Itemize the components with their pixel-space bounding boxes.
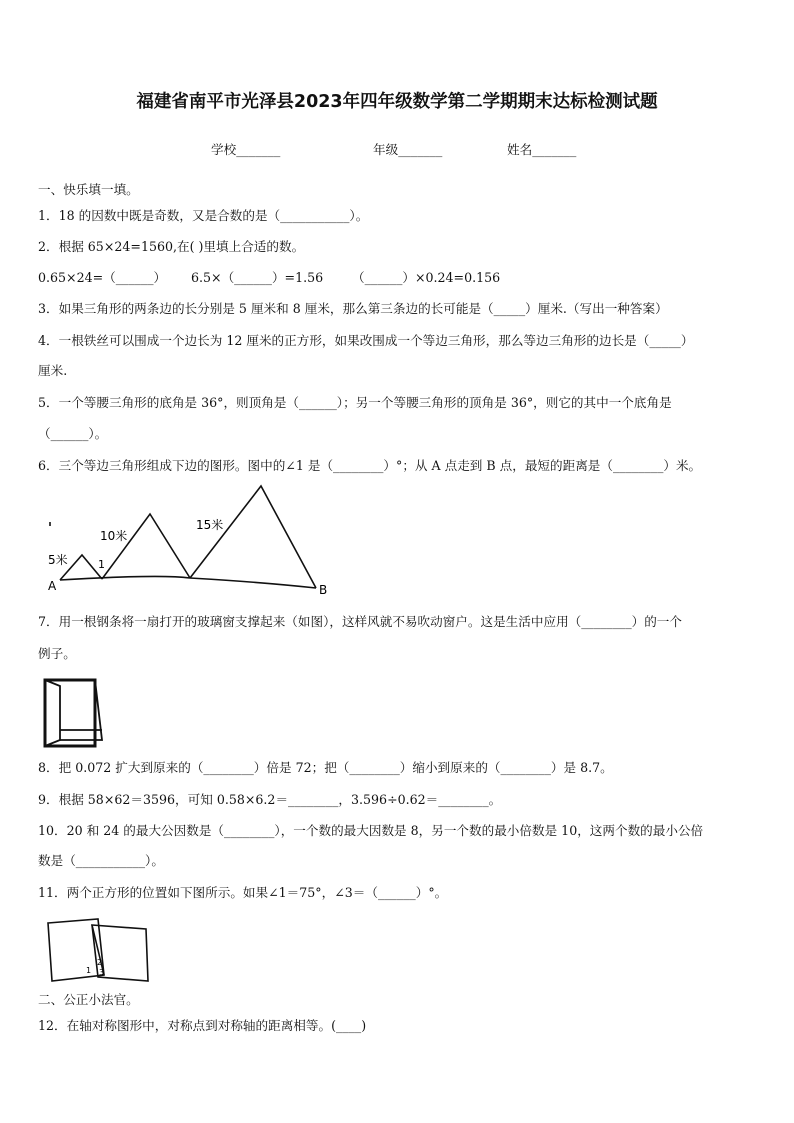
triangles-figure: [40, 482, 340, 597]
label-point-b: B: [319, 583, 328, 597]
question-7-line-2: 例子。: [38, 646, 76, 661]
question-10-line-1: 10．20 和 24 的最大公因数是（________），一个数的最大因数是 8，另一个数的最小倍数是 10，这两个数的最小公倍: [38, 823, 704, 838]
question-5-line-1: 5．一个等腰三角形的底角是 36°，则顶角是（______）；另一个等腰三角形的顶角是 36°，则它的其中一个底角是: [38, 395, 672, 410]
question-8: 8．把 0.072 扩大到原来的（________）倍是 72；把（________）缩小到原来的（________）是 8.7。: [38, 760, 613, 775]
name-field: 姓名_______: [507, 142, 577, 157]
label-15m: 15米: [196, 518, 224, 532]
label-angle-2: 2: [97, 958, 103, 967]
school-field: 学校_______: [211, 142, 281, 157]
question-2-part-c: （______）×0.24=0.156: [352, 270, 501, 285]
question-4-line-2: 厘米.: [38, 363, 68, 378]
question-10-line-2: 数是（___________）。: [38, 853, 164, 868]
question-2-part-a: 0.65×24=（______）: [38, 270, 167, 285]
question-6: 6．三个等边三角形组成下边的图形。图中的∠1 是（________）°；从 A 点走到 B 点，最短的距离是（________）米。: [38, 458, 702, 473]
question-7-line-1: 7．用一根钢条将一扇打开的玻璃窗支撑起来（如图），这样风就不易吹动窗户。这是生活中应用（________）的一个: [38, 614, 682, 629]
question-12: 12．在轴对称图形中，对称点到对称轴的距离相等。(____): [38, 1018, 367, 1033]
question-1: 1．18 的因数中既是奇数，又是合数的是（___________）。: [38, 208, 369, 223]
question-4-line-1: 4．一根铁丝可以围成一个边长为 12 厘米的正方形，如果改围成一个等边三角形，那么等边三角形的边长是（_____）: [38, 333, 694, 348]
section-heading-2: 二、公正小法官。: [38, 992, 139, 1007]
label-angle-1: 1: [98, 558, 105, 571]
label-point-a: A: [48, 579, 57, 593]
label-10m: 10米: [100, 529, 128, 543]
base-curve: [60, 576, 316, 588]
page-title: 福建省南平市光泽县2023年四年级数学第二学期期末达标检测试题: [136, 92, 658, 112]
grade-field: 年级_______: [373, 142, 443, 157]
question-2-part-b: 6.5×（______）=1.56: [191, 270, 324, 285]
large-triangle: [190, 486, 316, 588]
question-2: 2．根据 65×24=1560,在( )里填上合适的数。: [38, 239, 305, 254]
question-9: 9．根据 58×62＝3596，可知 0.58×6.2＝________，3.596÷0.62＝________。: [38, 792, 502, 807]
section-heading-1: 一、快乐填一填。: [38, 182, 139, 197]
question-3: 3．如果三角形的两条边的长分别是 5 厘米和 8 厘米，那么第三条边的长可能是（_____）厘米.（写出一种答案）: [38, 301, 668, 316]
question-11: 11．两个正方形的位置如下图所示。如果∠1＝75°，∠3＝（______）°。: [38, 885, 448, 900]
middle-triangle: [102, 514, 190, 579]
label-angle-1: 1: [86, 966, 92, 975]
squares-figure: [42, 915, 162, 985]
window-figure: [42, 676, 106, 750]
label-angle-3: 3: [99, 968, 105, 977]
question-5-line-2: （______）。: [38, 426, 108, 441]
label-5m: 5米: [48, 553, 68, 567]
